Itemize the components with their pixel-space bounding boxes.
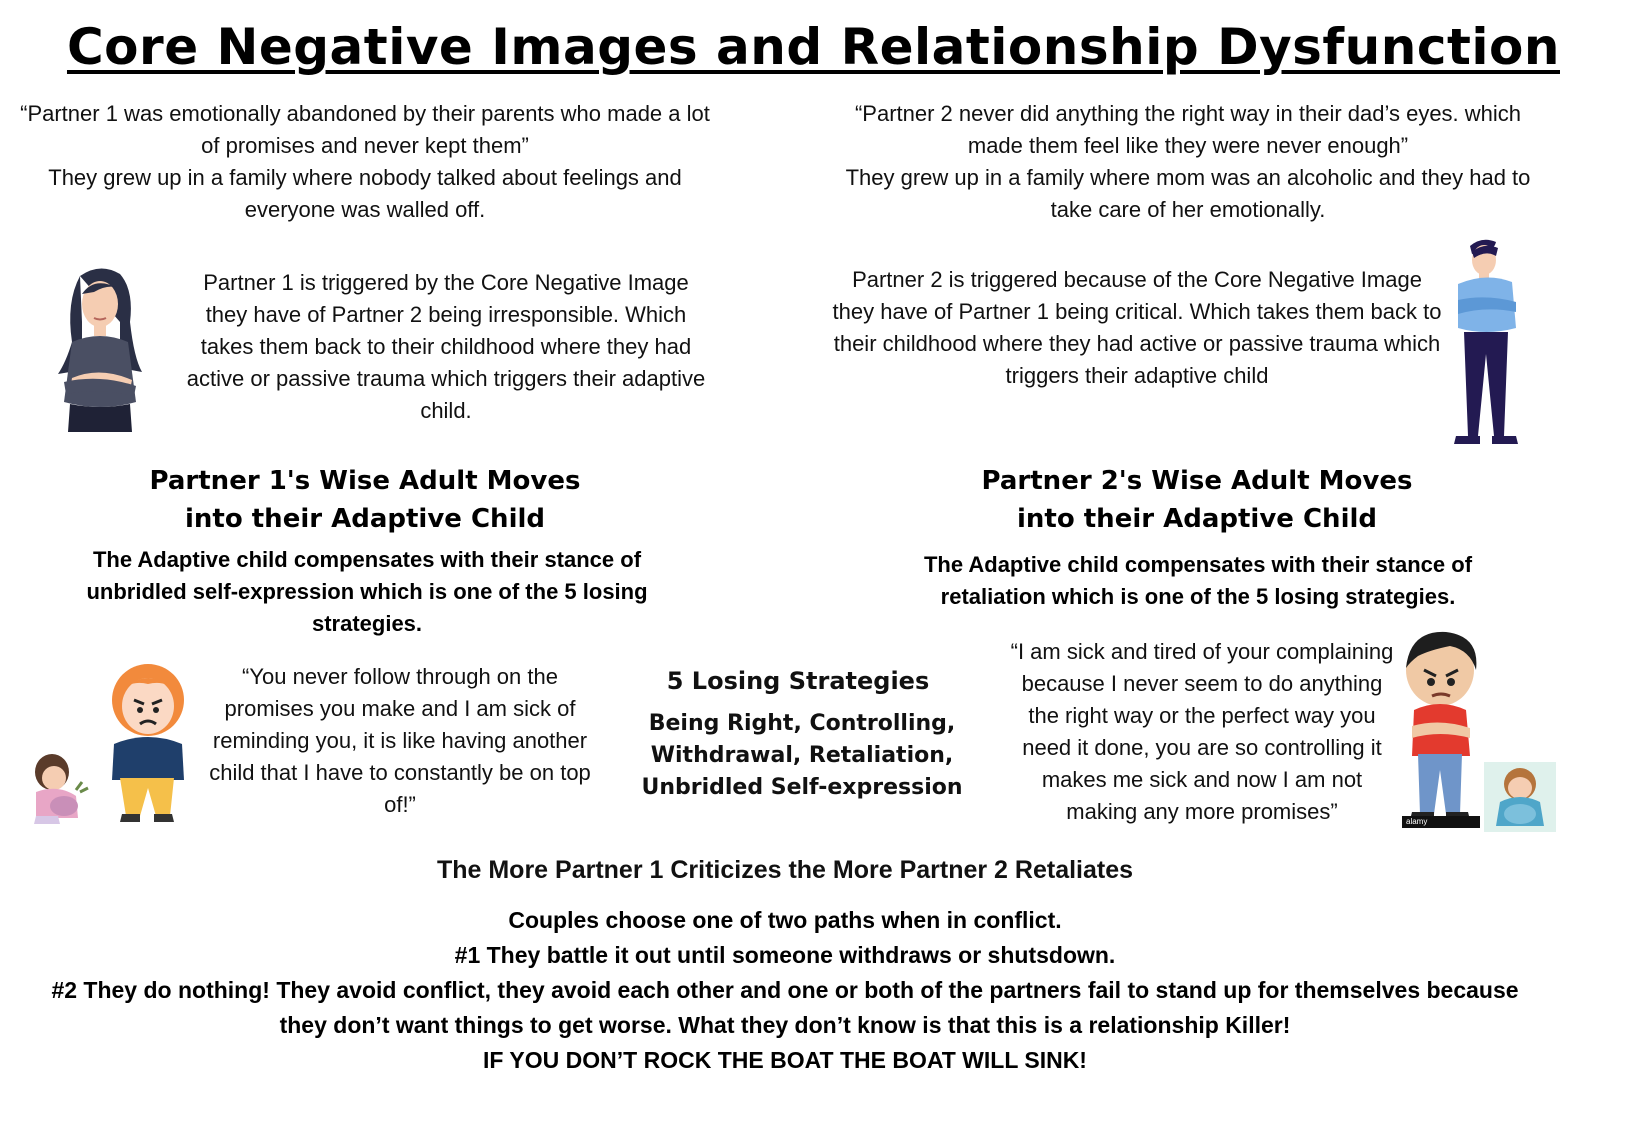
partner1-story-line2: They grew up in a family where nobody talked about feelings and everyone was walled off.	[48, 165, 682, 222]
partner2-stance-text: The Adaptive child compensates with their stance of retaliation which is one of the 5 losing strategies.	[923, 552, 1473, 609]
partner1-trigger-text: Partner 1 is triggered by the Core Negative Image they have of Partner 2 being irresponsible. Which takes them back to their childhood where they had active or passive trauma which triggers their adaptive child.	[186, 270, 706, 423]
conflict-line2: #1 They battle it out until someone withdraws or shutsdown.	[454, 942, 1116, 968]
man-arms-crossed-illustration	[1446, 236, 1526, 450]
partner1-story	[20, 98, 710, 226]
partner1-heading-line1: Partner 1's Wise Adult Moves	[149, 466, 581, 496]
partner1-stance-text: The Adaptive child compensates with their stance of unbridled self-expression which is one of the 5 losing strategies.	[86, 547, 648, 636]
partner2-trigger-text: Partner 2 is triggered because of the Core Negative Image they have of Partner 1 being critical. Which takes them back to their childhood where they had active or passive trauma which triggers their adaptive child	[832, 267, 1442, 388]
partner1-heading	[40, 462, 690, 538]
angry-girl-illustration	[104, 660, 190, 828]
angry-boy-illustration	[1400, 630, 1482, 828]
summary-statement: The More Partner 1 Criticizes the More Partner 2 Retaliates	[436, 856, 1134, 884]
partner2-heading	[872, 462, 1522, 538]
page-title: Core Negative Images and Relationship Dysfunction	[66, 18, 1560, 76]
partner1-story-line1: “Partner 1 was emotionally abandoned by their parents who made a lot of promises and never kept them”	[20, 101, 710, 158]
conflict-line4: IF YOU DON’T ROCK THE BOAT THE BOAT WILL SINK!	[483, 1047, 1087, 1073]
conflict-paths	[30, 903, 1540, 1078]
losing-strategies-title: 5 Losing Strategies	[666, 667, 930, 695]
partner2-story-line1: “Partner 2 never did anything the right way in their dad’s eyes. which made them feel like they were never enough”	[854, 101, 1522, 158]
stock-image-watermark	[1402, 816, 1480, 828]
partner1-heading-line2: into their Adaptive Child	[184, 504, 545, 534]
losing-strategies-list: Being Right, Controlling, Withdrawal, Retaliation, Unbridled Self-expression	[641, 711, 963, 800]
sad-child-illustration	[24, 752, 92, 828]
sitting-child-illustration	[1484, 762, 1556, 832]
partner2-story	[832, 98, 1544, 226]
partner2-heading-line2: into their Adaptive Child	[1016, 504, 1377, 534]
conflict-line3: #2 They do nothing! They avoid conflict, they avoid each other and one or both of the partners fail to stand up for themselves because they don’t want things to get worse. What they don’t know is that this is a relationship Killer!	[51, 977, 1519, 1038]
conflict-line1: Couples choose one of two paths when in conflict.	[508, 907, 1062, 933]
partner2-story-line2: They grew up in a family where mom was an alcoholic and they had to take care of her emotionally.	[845, 165, 1531, 222]
partner2-quote: “I am sick and tired of your complaining because I never seem to do anything the right way or the perfect way you need it done, you are so controlling it makes me sick and now I am not making any more promises”	[1010, 639, 1394, 824]
partner1-quote: “You never follow through on the promises you make and I am sick of reminding you, it is like having another child that I have to constantly be on top of!”	[209, 664, 591, 817]
stock-image-logo: alamy	[1406, 817, 1428, 826]
partner2-heading-line1: Partner 2's Wise Adult Moves	[981, 466, 1413, 496]
woman-arms-crossed-illustration	[50, 262, 150, 434]
